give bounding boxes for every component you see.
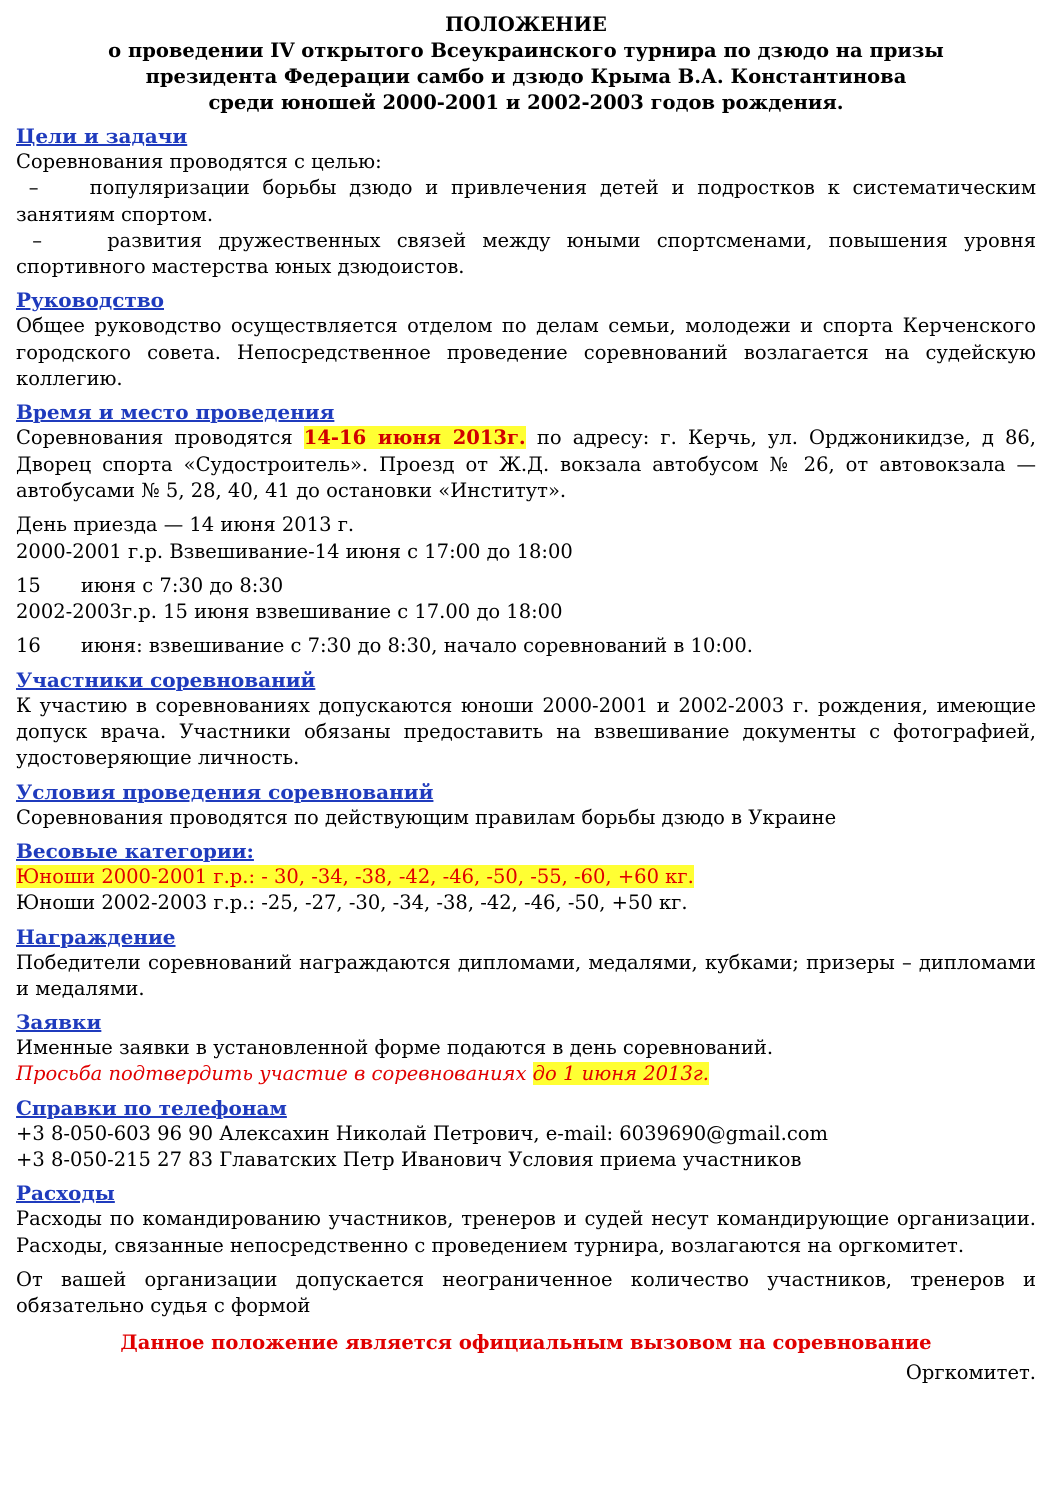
- title-line-4: среди юношей 2000-2001 и 2002-2003 годов рождения.: [208, 91, 844, 114]
- deadline-highlight: до 1 июня 2013г.: [532, 1062, 709, 1086]
- schedule-june-15: [16, 573, 1036, 599]
- contact-line-1: +3 8-050-603 96 90 Алексахин Николай Петрович, e-mail: 6039690@gmail.com: [16, 1121, 829, 1145]
- applications-text: Именные заявки в установленной форме подаются в день соревнований.: [16, 1036, 774, 1060]
- time-place-text: [16, 425, 1036, 504]
- event-dates-highlight: 14-16 июня 2013г.: [303, 426, 526, 450]
- arrival-day: День приезда — 14 июня 2013 г.: [16, 513, 355, 537]
- document-title: [16, 12, 1036, 116]
- weighin-2000-2001: 2000-2001 г.р. Взвешивание-14 июня с 17:00 до 18:00: [16, 539, 573, 563]
- section-heading-awards: Награждение: [16, 924, 176, 949]
- weights-2000-2001-highlight: Юноши 2000-2001 г.р.: - 30, -34, -38, -42, -46, -50, -55, -60, +60 кг.: [16, 864, 694, 888]
- day-16-text: июня: взвешивание с 7:30 до 8:30, начало соревнований в 10:00.: [80, 634, 753, 658]
- contact-line-2: +3 8-050-215 27 83 Главатских Петр Иванович Условия приема участников: [16, 1148, 802, 1172]
- title-line-2: о проведении IV открытого Всеукраинского турнира по дзюдо на призы: [108, 39, 944, 62]
- section-heading-weights: Весовые категории:: [16, 838, 254, 863]
- section-heading-management: Руководство: [16, 288, 164, 313]
- time-place-text-after: по адресу: г. Керчь, ул. Орджоникидзе, д 86, Дворец спорта «Судостроитель». Проезд от Ж.Д. вокзала автобусом № 26, от автовокзала — автобусами № 5, 28, 40, 41 до остановки «Институт».: [16, 426, 1037, 502]
- schedule-june-16: [16, 633, 1036, 659]
- participants-text: К участию в соревнованиях допускаются юноши 2000-2001 и 2002-2003 г. рождения, имеющие допуск врача. Участники обязаны предоставить на взвешивание документы с фотографией, удостоверяющие личность.: [16, 693, 1036, 770]
- section-heading-time-place: Время и место проведения: [16, 400, 335, 425]
- section-heading-contacts: Справки по телефонам: [16, 1095, 287, 1120]
- weighin-2002-2003: 2002-2003г.р. 15 июня взвешивание с 17.00 до 18:00: [16, 600, 563, 624]
- goals-bullet-1: [16, 175, 1036, 228]
- day-15-number: 15: [16, 573, 41, 597]
- request-text: Просьба подтвердить участие в соревнованиях: [16, 1062, 527, 1086]
- section-heading-participants: Участники соревнований: [16, 667, 316, 692]
- official-call-notice: Данное положение является официальным вызовом на соревнование: [120, 1330, 932, 1354]
- management-text: Общее руководство осуществляется отделом по делам семьи, молодежи и спорта Керченского городского совета. Непосредственное проведение соревнований возлагается на судейскую коллегию.: [16, 314, 1036, 391]
- weights-line-2: Юноши 2002-2003 г.р.: -25, -27, -30, -34, -38, -42, -46, -50, +50 кг.: [16, 891, 688, 915]
- applications-request: [16, 1061, 1036, 1087]
- expenses-text-2: От вашей организации допускается неограниченное количество участников, тренеров и обязательно судья с формой: [16, 1267, 1036, 1318]
- section-heading-goals: Цели и задачи: [16, 124, 188, 148]
- section-heading-conditions: Условия проведения соревнований: [16, 779, 434, 804]
- section-heading-expenses: Расходы: [16, 1181, 115, 1206]
- day-15-text: июня с 7:30 до 8:30: [80, 573, 284, 597]
- goals-bullet-1-text: популяризации борьбы дзюдо и привлечения детей и подростков к систематическим занятиям спортом.: [16, 176, 1037, 226]
- bullet-marker: –: [28, 176, 39, 200]
- section-heading-applications: Заявки: [16, 1010, 102, 1035]
- goals-bullet-2-text: развития дружественных связей между юными спортсменами, повышения уровня спортивного мастерства юных дзюдоистов.: [16, 228, 1037, 279]
- title-line-3: президента Федерации самбо и дзюдо Крыма В.А. Константинова: [145, 65, 907, 88]
- weights-line-1: [16, 864, 1036, 890]
- conditions-text: Соревнования проводятся по действующим правилам борьбы дзюдо в Украине: [16, 805, 837, 829]
- bullet-marker: –: [32, 228, 43, 252]
- title-line-1: ПОЛОЖЕНИЕ: [445, 13, 607, 36]
- day-16-number: 16: [16, 634, 41, 658]
- awards-text: Победители соревнований награждаются дипломами, медалями, кубками; призеры – дипломами и медалями.: [16, 950, 1036, 1000]
- goals-bullet-2: [16, 228, 1036, 281]
- goals-intro: Соревнования проводятся с целью:: [16, 150, 382, 173]
- time-place-text-before: Соревнования проводятся: [16, 426, 293, 450]
- expenses-text: Расходы по командированию участников, тренеров и судей несут командирующие организации. Расходы, связанные непосредственно с проведением турнира, возлагаются на оргкомитет.: [16, 1207, 1036, 1257]
- signature: Оргкомитет.: [905, 1360, 1036, 1384]
